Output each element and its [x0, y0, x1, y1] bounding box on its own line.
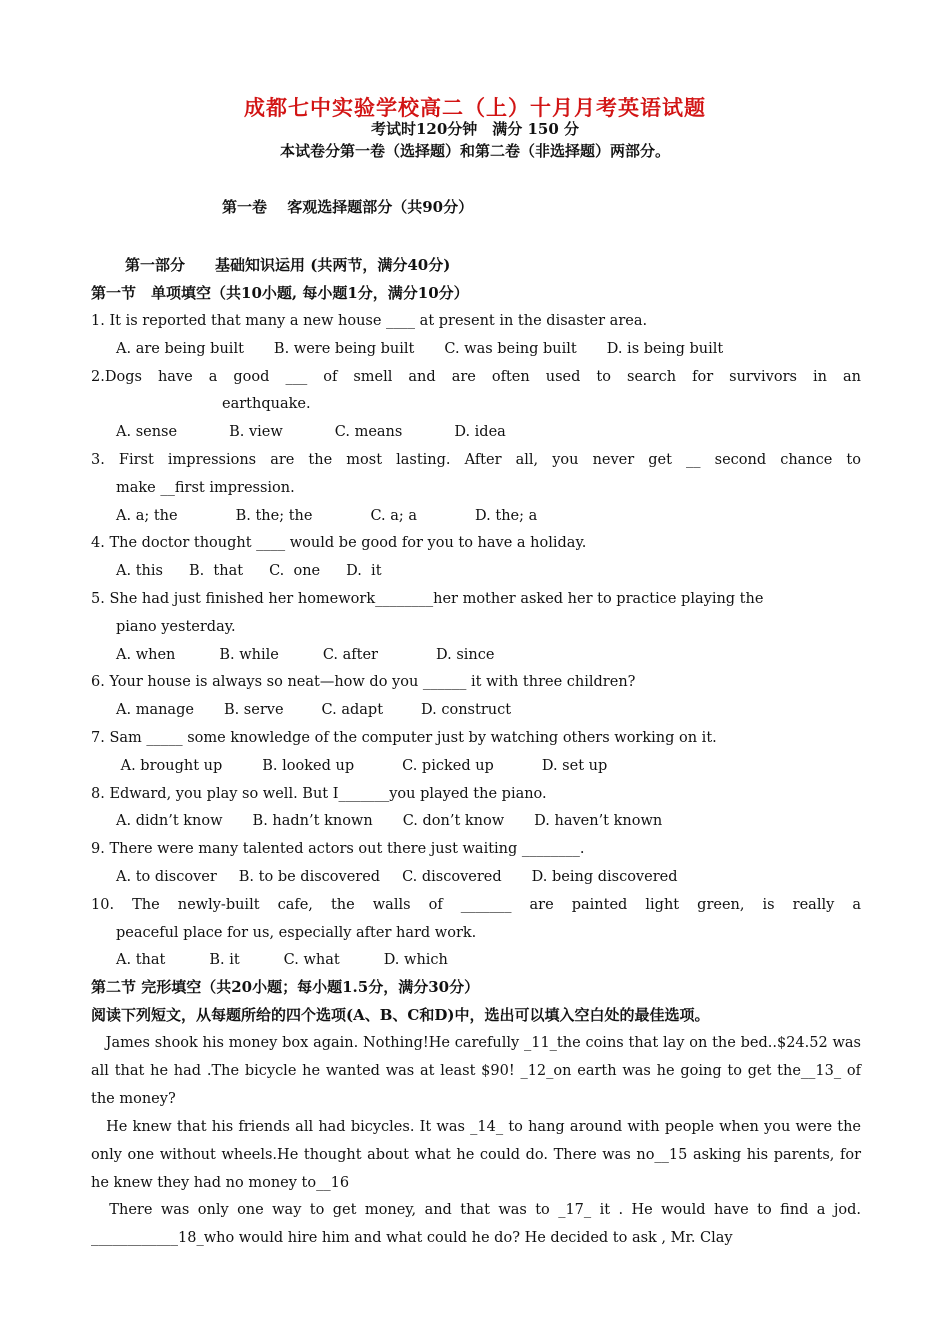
- option-d[interactable]: D. being discovered: [531, 868, 678, 885]
- question-stem: 3. First impressions are the most lasting. After all, you never get __ second chance to: [91, 451, 861, 468]
- question-options: [91, 864, 861, 892]
- question-stem: 1. It is reported that many a new house ____ at present in the disaster area.: [91, 313, 648, 329]
- option-c[interactable]: C. don’t know: [402, 813, 505, 830]
- option-d[interactable]: D. is being built: [606, 340, 724, 357]
- section1-heading: 第一节 单项填空（共10小题, 每小题1分，满分10分）: [91, 284, 469, 302]
- option-c[interactable]: C. what: [283, 952, 340, 969]
- option-d[interactable]: D. since: [436, 646, 495, 663]
- option-a[interactable]: A. manage: [116, 702, 194, 719]
- question-8: [91, 781, 861, 837]
- option-a[interactable]: A. sense: [116, 424, 178, 441]
- question-1: [91, 308, 861, 364]
- question-9: [91, 836, 861, 892]
- option-c[interactable]: C. was being built: [444, 340, 577, 357]
- option-b[interactable]: B. it: [209, 952, 240, 969]
- option-a[interactable]: A. this: [116, 563, 163, 580]
- section1-questions: [91, 308, 861, 975]
- option-a[interactable]: A. are being built: [116, 340, 244, 357]
- question-stem: 10. The newly-built cafe, the walls of _______ are painted light green, is really a: [91, 896, 861, 913]
- option-c[interactable]: C. one: [269, 563, 321, 580]
- question-options: [91, 947, 861, 975]
- question-stem: 7. Sam _____ some knowledge of the computer just by watching others working on it.: [91, 729, 717, 746]
- option-b[interactable]: B. that: [188, 563, 244, 580]
- question-6: [91, 669, 861, 725]
- cloze-paragraph-2: He knew that his friends all had bicycles. It was _14_ to hang around with people when you were the only one without wheels.He thought about what he could do. There was no__15 asking his parents, for he knew they had no money to__16: [91, 1119, 861, 1191]
- option-d[interactable]: D. set up: [541, 757, 608, 774]
- option-b[interactable]: B. to be discovered: [238, 868, 381, 885]
- question-3: [91, 447, 861, 530]
- option-b[interactable]: B. while: [219, 646, 279, 663]
- option-b[interactable]: B. were being built: [273, 340, 415, 357]
- exam-structure-note: 本试卷分第一卷（选择题）和第二卷（非选择题）两部分。: [279, 142, 670, 160]
- option-b[interactable]: B. the; the: [235, 507, 313, 524]
- option-a[interactable]: A. that: [116, 952, 166, 969]
- question-2: [91, 364, 861, 447]
- question-stem-continued: piano yesterday.: [116, 618, 236, 635]
- option-b[interactable]: B. view: [229, 424, 283, 441]
- section2-instruction: 阅读下列短文，从每题所给的四个选项(A、B、C和D)中，选出可以填入空白处的最佳选项。: [91, 1006, 710, 1024]
- option-b[interactable]: B. serve: [223, 702, 284, 719]
- question-options: [91, 642, 861, 670]
- cloze-paragraph-3: There was only one way to get money, and that was to _17_ it . He would have to find a jod. ____________18_who would hire him and what could he do? He decided to ask , Mr. Clay: [91, 1202, 861, 1246]
- question-stem: 4. The doctor thought ____ would be good for you to have a holiday.: [91, 535, 587, 552]
- volume1-heading: 第一卷 客观选择题部分（共90分）: [222, 198, 474, 216]
- question-stem: 2.Dogs have a good ___ of smell and are often used to search for survivors in an: [91, 368, 861, 385]
- section2-heading: 第二节 完形填空（共20小题；每小题1.5分，满分30分）: [91, 978, 480, 996]
- question-stem-continued: earthquake.: [222, 396, 311, 413]
- question-stem-continued: peaceful place for us, especially after hard work.: [116, 924, 477, 941]
- question-stem: 9. There were many talented actors out there just waiting ________.: [91, 841, 585, 858]
- question-options: [91, 808, 861, 836]
- question-7: [91, 725, 861, 781]
- option-c[interactable]: C. discovered: [402, 868, 502, 885]
- part1-heading: 第一部分 基础知识运用 (共两节，满分40分): [125, 256, 451, 274]
- option-c[interactable]: C. a; a: [370, 507, 418, 524]
- exam-title: 成都七中实验学校高二（上）十月月考英语试题: [244, 95, 706, 120]
- option-d[interactable]: D. idea: [454, 424, 506, 441]
- option-d[interactable]: D. haven’t known: [534, 813, 663, 830]
- question-stem-continued: make __first impression.: [116, 479, 295, 496]
- option-b[interactable]: B. hadn’t known: [252, 813, 373, 830]
- option-a[interactable]: A. a; the: [116, 507, 178, 524]
- option-a[interactable]: A. to discover: [116, 868, 217, 885]
- option-c[interactable]: C. picked up: [402, 757, 494, 774]
- question-options: [91, 503, 861, 531]
- option-a[interactable]: A. when: [116, 646, 176, 663]
- option-a[interactable]: A. brought up: [116, 757, 223, 774]
- option-c[interactable]: C. adapt: [321, 702, 384, 719]
- question-options: [91, 753, 861, 781]
- question-options: [91, 336, 861, 364]
- question-10: [91, 892, 861, 975]
- option-d[interactable]: D. construct: [421, 702, 512, 719]
- option-d[interactable]: D. it: [346, 563, 382, 580]
- question-stem: 8. Edward, you play so well. But I_______you played the piano.: [91, 785, 547, 802]
- option-d[interactable]: D. which: [383, 952, 448, 969]
- cloze-paragraph-1: James shook his money box again. Nothing!He carefully _11_the coins that lay on the bed..$24.52 was all that he had .The bicycle he wanted was at least $90! _12_on earth was he going to get the__13_ of the money?: [91, 1035, 861, 1107]
- option-a[interactable]: A. didn’t know: [116, 813, 223, 830]
- question-4: [91, 530, 861, 586]
- exam-time-score: 考试时120分钟 满分 150 分: [370, 120, 580, 138]
- question-options: [91, 558, 861, 586]
- option-c[interactable]: C. after: [322, 646, 378, 663]
- option-b[interactable]: B. looked up: [262, 757, 355, 774]
- question-stem: 6. Your house is always so neat—how do you ______ it with three children?: [91, 674, 636, 691]
- question-options: [91, 419, 861, 447]
- option-d[interactable]: D. the; a: [475, 507, 538, 524]
- option-c[interactable]: C. means: [334, 424, 403, 441]
- question-options: [91, 697, 861, 725]
- question-5: [91, 586, 861, 669]
- question-stem: 5. She had just finished her homework________her mother asked her to practice playing the: [91, 590, 764, 607]
